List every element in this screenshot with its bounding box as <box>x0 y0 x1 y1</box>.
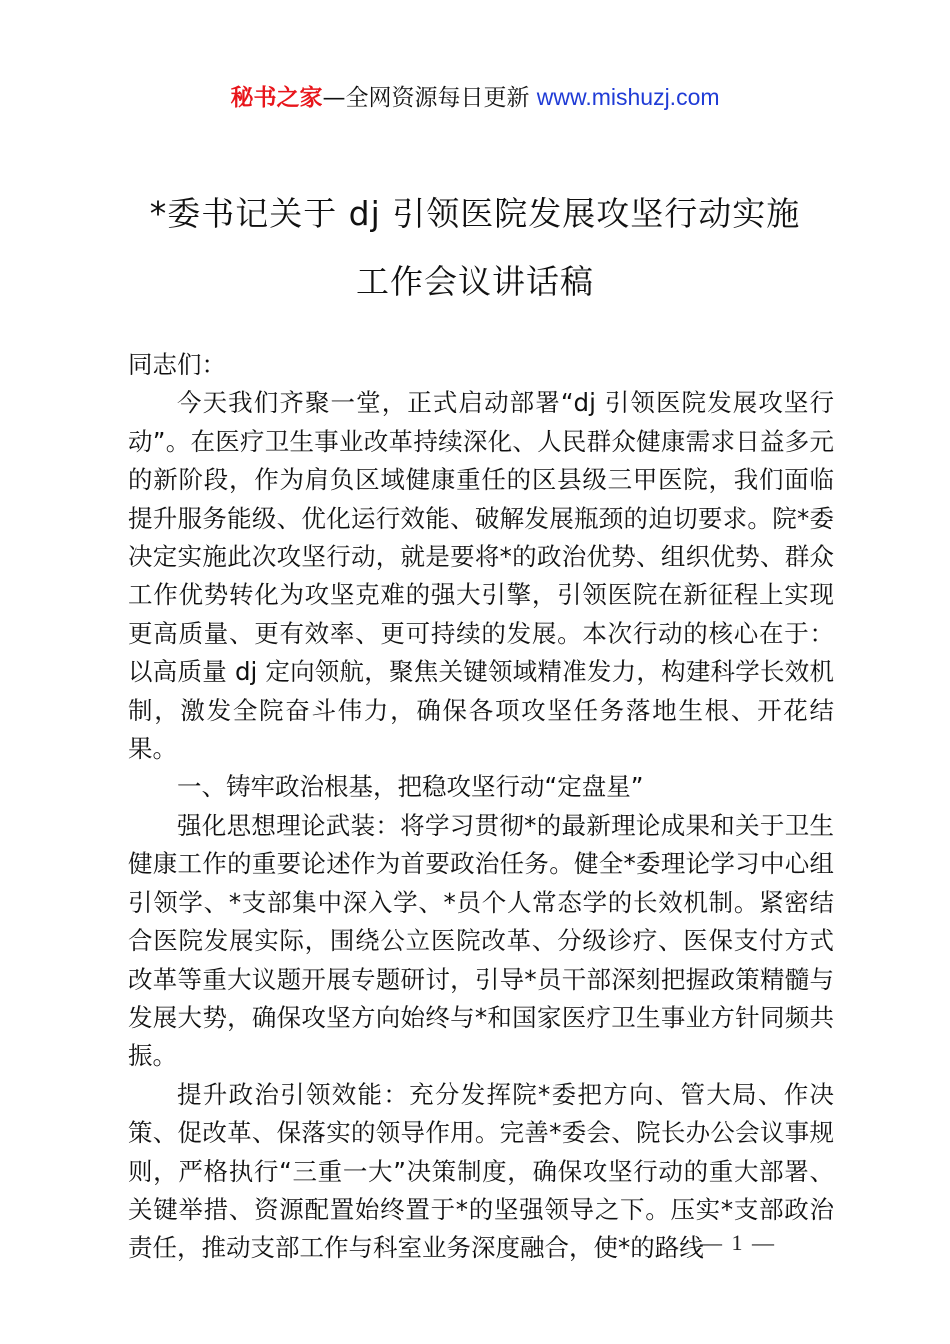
section-heading-1: 一、铸牢政治根基，把稳攻坚行动“定盘星” <box>177 772 644 802</box>
document-title-line-2: 工作会议讲话稿 <box>356 262 594 301</box>
site-banner <box>0 80 950 115</box>
page-number: — 1 — <box>700 1230 776 1255</box>
document-body <box>128 346 834 1268</box>
site-url-link[interactable]: www.mishuzj.com <box>536 84 720 110</box>
brand-name: 秘书之家 <box>230 85 323 111</box>
banner-slogan: —全网资源每日更新 <box>322 85 537 111</box>
paragraph-theory: 强化思想理论武装：将学习贯彻*的最新理论成果和关于卫生健康工作的重要论述作为首要政治任务。健全*委理论学习中心组引领学、*支部集中深入学、*员个人常态学的长效机制。紧密结合医院发展实际，围绕公立医院改革、分级诊疗、医保支付方式改革等重大议题开展专题研讨，引导*员干部深刻把握政策精髓与发展大势，确保攻坚方向始终与*和国家医疗卫生事业方针同频共振。 <box>128 810 834 1071</box>
document-title-line-1: *委书记关于 dj 引领医院发展攻坚行动实施 <box>149 194 801 233</box>
salutation: 同志们： <box>128 350 226 379</box>
paragraph-leadership: 提升政治引领效能：充分发挥院*委把方向、管大局、作决策、促改革、保落实的领导作用。完善*委会、院长办公会议事规则，严格执行“三重一大”决策制度，确保攻坚行动的重大部署、关键举措、资源配置始终置于*的坚强领导之下。压实*支部政治责任，推动支部工作与科室业务深度融合，使*的路线 <box>128 1079 834 1263</box>
paragraph-intro: 今天我们齐聚一堂，正式启动部署“dj 引领医院发展攻坚行动”。在医疗卫生事业改革持续深化、人民群众健康需求日益多元的新阶段，作为肩负区域健康重任的区县级三甲医院，我们面临提升服务能级、优化运行效能、破解发展瓶颈的迫切要求。院*委决定实施此次攻坚行动，就是要将*的政治优势、组织优势、群众工作优势转化为攻坚克难的强大引擎，引领医院在新征程上实现更高质量、更有效率、更可持续的发展。本次行动的核心在于：以高质量 dj 定向领航，聚焦关键领域精准发力，构建科学长效机制，激发全院奋斗伟力，确保各项攻坚任务落地生根、开花结果。 <box>128 388 834 764</box>
